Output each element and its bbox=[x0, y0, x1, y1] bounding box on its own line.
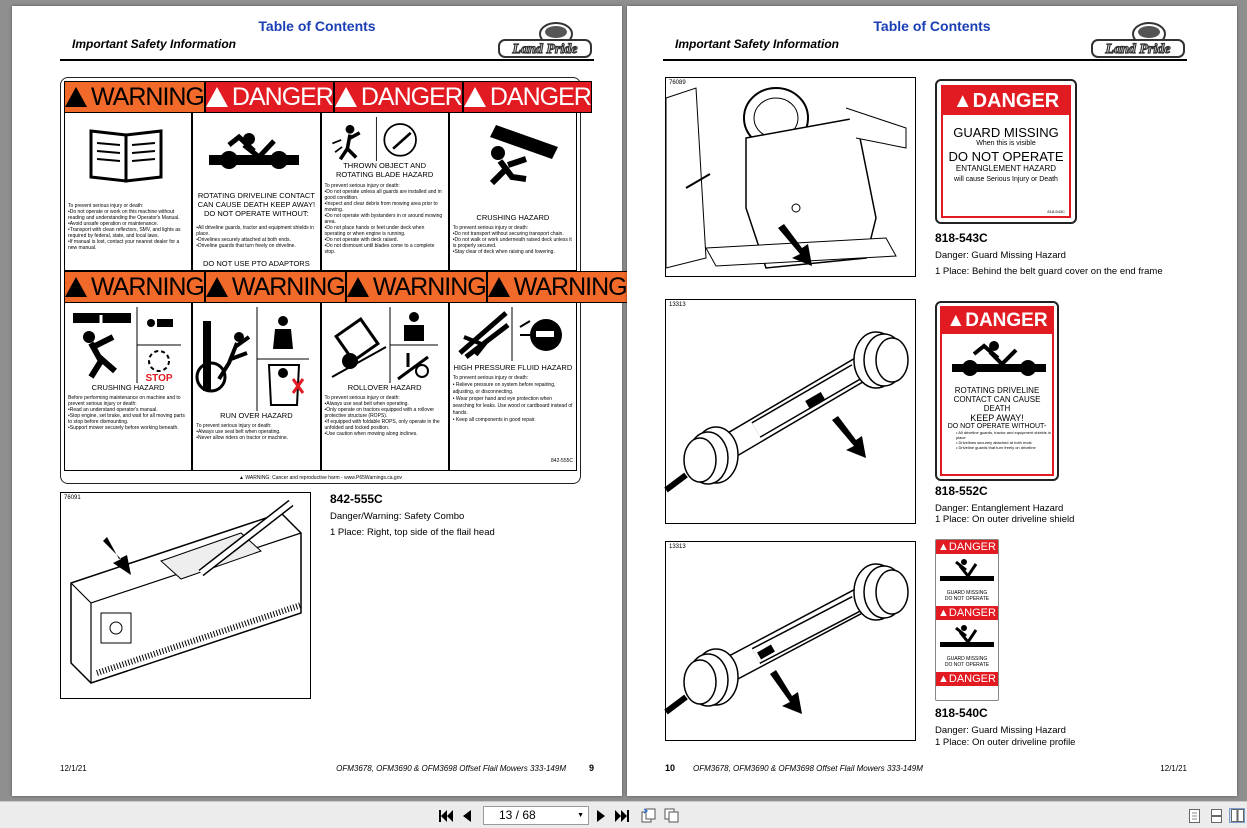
warning-triangle-icon bbox=[206, 277, 228, 297]
flail-mower-illustration bbox=[61, 493, 312, 700]
warning-triangle-icon bbox=[65, 87, 87, 107]
figure-flail-head bbox=[60, 492, 311, 699]
page-number-input[interactable]: 13 / 68 ▼ bbox=[483, 806, 589, 825]
fluid-text: To prevent serious injury or death: • Relieve pressure on system before repairing, adjusting, or disconnecting. • Wear proper hand and eye protection when searching for leaks. Use wood or cardboard instead of hands. • Keep all components in good repair. bbox=[452, 375, 573, 423]
rotate-icon[interactable] bbox=[640, 808, 656, 823]
footer-title: OFM3678, OFM3690 & OFM3698 Offset Flail Mowers 333-149M bbox=[693, 764, 923, 773]
toc-link[interactable]: Table of Contents bbox=[258, 18, 376, 34]
fluid-title: HIGH PRESSURE FLUID HAZARD bbox=[453, 363, 573, 372]
driveline-text: •All driveline guards, tractor and equipment shields in place. •Drivelines securely attached at both ends. •Driveline guards that turn freely on driveline. bbox=[196, 225, 314, 249]
part-number: 842-555C bbox=[330, 492, 383, 506]
rollover-icon bbox=[328, 307, 438, 383]
warning-header: WARNING bbox=[487, 271, 628, 303]
warning-header: WARNING bbox=[64, 81, 205, 113]
footer-date: 12/1/21 bbox=[60, 764, 87, 773]
warning-triangle-icon bbox=[464, 87, 486, 107]
part-description: Danger: Entanglement Hazard bbox=[935, 503, 1064, 514]
page-9 bbox=[12, 6, 627, 796]
pdf-toolbar bbox=[0, 801, 1247, 828]
chevron-down-icon[interactable]: ▼ bbox=[577, 812, 584, 819]
page-10 bbox=[627, 6, 1237, 796]
single-page-icon[interactable] bbox=[1187, 808, 1201, 823]
driveline-cell bbox=[192, 113, 320, 271]
part-placement: 1 Place: Right, top side of the flail head bbox=[330, 527, 495, 538]
header-rule bbox=[60, 59, 594, 61]
warning-header: WARNING bbox=[64, 271, 205, 303]
page-header bbox=[12, 6, 622, 62]
rollover-title: ROLLOVER HAZARD bbox=[347, 383, 422, 392]
high-pressure-fluid-icon bbox=[456, 307, 566, 361]
part-description: Danger/Warning: Safety Combo bbox=[330, 511, 465, 522]
danger-header: DANGER bbox=[463, 81, 592, 113]
decal-header: ▲DANGER bbox=[936, 606, 998, 620]
warning-triangle-icon bbox=[347, 277, 369, 297]
part-number: 818-540C bbox=[935, 706, 988, 720]
next-page-icon[interactable] bbox=[594, 808, 608, 823]
driveline-entanglement-icon bbox=[942, 334, 1056, 386]
decal-818-543c: ▲DANGER GUARD MISSING When this is visible DO NOT OPERATE ENTANGLEMENT HAZARD will cause Serious Injury or Death 818-543C bbox=[935, 79, 1077, 224]
danger-header: DANGER bbox=[334, 81, 463, 113]
combo-decal-code: 842-555C bbox=[551, 458, 573, 464]
part-description: Danger: Guard Missing Hazard bbox=[935, 725, 1066, 736]
manual-text: To prevent serious injury or death: •Do not operate or work on this machine without reading and understanding the Operator's Manual. •Avoid unsafe operation or maintenance. •Transport with clean reflectors, SMV, and lights as required by federal, state, and local laws. •If manual is lost, contact your nearest dealer for a new manual. bbox=[68, 203, 181, 251]
page-header bbox=[627, 6, 1237, 62]
belt-guard-illustration bbox=[666, 78, 917, 278]
part-description: Danger: Guard Missing Hazard bbox=[935, 250, 1066, 261]
page-number: 9 bbox=[588, 763, 594, 773]
figure-driveline-profile bbox=[665, 541, 916, 741]
safety-combo-decal bbox=[60, 77, 627, 484]
thrown-object-cell bbox=[321, 113, 449, 271]
rollover-cell bbox=[321, 303, 449, 471]
crushing-person-icon bbox=[456, 117, 566, 187]
driveline-entanglement-icon bbox=[936, 620, 998, 656]
part-number: 818-552C bbox=[935, 484, 988, 498]
crushing-maintenance-icon bbox=[71, 307, 181, 383]
figure-belt-guard bbox=[665, 77, 916, 277]
svg-text:STOP: STOP bbox=[145, 373, 173, 384]
figure-number: 76091 bbox=[64, 495, 81, 501]
manual-cell bbox=[64, 113, 192, 271]
land-pride-logo-icon bbox=[496, 20, 594, 60]
land-pride-logo-icon bbox=[1089, 20, 1187, 60]
copy-icon[interactable] bbox=[663, 808, 679, 823]
thrown-object-icon bbox=[328, 117, 425, 161]
header-rule bbox=[663, 59, 1187, 61]
first-page-icon[interactable] bbox=[438, 808, 454, 823]
decal-header: ▲DANGER bbox=[936, 672, 998, 686]
section-title: Important Safety Information bbox=[675, 37, 840, 51]
two-page-icon[interactable] bbox=[1229, 808, 1245, 823]
danger-header: DANGER bbox=[205, 81, 334, 113]
page-number: 10 bbox=[665, 763, 676, 773]
driveline-entanglement-icon bbox=[199, 117, 309, 187]
driveline-footer: DO NOT USE PTO ADAPTORS bbox=[203, 259, 310, 268]
crushing2-title: CRUSHING HAZARD bbox=[91, 383, 165, 392]
part-placement: 1 Place: Behind the belt guard cover on the end frame bbox=[935, 266, 1163, 277]
crushing-cell bbox=[449, 113, 577, 271]
runover-cell bbox=[192, 303, 320, 471]
crushing1-text: To prevent serious injury or death: •Do not transport without securing transport chain. •Do not walk or work underneath raised deck unless it is properly secured. •Stay clear of deck when raising and lowering. bbox=[452, 225, 572, 255]
prop65-warning: ▲ WARNING: Cancer and reproductive harm - www.P65Warnings.ca.gov bbox=[239, 475, 402, 481]
warning-triangle-icon bbox=[335, 87, 357, 107]
decal-818-540c: ▲DANGER GUARD MISSING DO NOT OPERATE ▲DANGER GUARD MISSING DO NOT OPERATE ▲DANGER bbox=[935, 539, 999, 701]
maintenance-cell bbox=[64, 303, 192, 471]
prev-page-icon[interactable] bbox=[460, 808, 474, 823]
figure-number: 13313 bbox=[669, 544, 686, 550]
figure-number: 76089 bbox=[669, 80, 686, 86]
continuous-icon[interactable] bbox=[1209, 808, 1223, 823]
crushing1-title: CRUSHING HAZARD bbox=[476, 213, 550, 222]
toc-link[interactable]: Table of Contents bbox=[873, 18, 991, 34]
crushing2-text: Before performing maintenance on machine and to prevent serious injury or death: •Read an understand operator's manual. •Stop engine, set brake, and wait for all moving parts to stop before dismounting. •Support mower securely before working beneath. bbox=[68, 395, 185, 431]
manual-book-icon bbox=[71, 117, 181, 187]
part-placement: 1 Place: On outer driveline profile bbox=[935, 737, 1076, 748]
driveline-illustration bbox=[666, 300, 917, 525]
driveline-title: ROTATING DRIVELINE CONTACT CAN CAUSE DEATH KEEP AWAY! DO NOT OPERATE WITHOUT: bbox=[197, 191, 316, 218]
part-placement: 1 Place: On outer driveline shield bbox=[935, 514, 1075, 525]
last-page-icon[interactable] bbox=[614, 808, 630, 823]
decal-818-552c: ▲DANGER ROTATING DRIVELINE CONTACT CAN CAUSE DEATH KEEP AWAY! DO NOT OPERATE WITHOUT- • All driveline guards, tractor and equipment shields in place • Drivelines securely attached at both ends • Driveline guards that turn freely on driveline bbox=[935, 301, 1059, 481]
warning-header: WARNING bbox=[346, 271, 487, 303]
runover-icon bbox=[199, 307, 309, 411]
part-number: 818-543C bbox=[935, 231, 988, 245]
driveline-illustration bbox=[666, 542, 917, 742]
svg-text:Land Pride: Land Pride bbox=[512, 42, 578, 57]
rollover-text: To prevent serious injury or death: •Always use seat belt when operating. •Only operate on tractors equipped with a rollover protective structure (ROPS). •If equipped with foldable ROPS, only operate in the unfolded and locked position. •Use caution when mowing along inclines. bbox=[324, 395, 440, 437]
driveline-entanglement-icon bbox=[936, 554, 998, 590]
thrown-title: THROWN OBJECT AND ROTATING BLADE HAZARD bbox=[336, 161, 434, 179]
decal-header: ▲DANGER bbox=[936, 540, 998, 554]
footer-title: OFM3678, OFM3690 & OFM3698 Offset Flail Mowers 333-149M bbox=[336, 764, 566, 773]
figure-driveline-shield bbox=[665, 299, 916, 524]
decal-header: ▲DANGER bbox=[942, 308, 1052, 334]
decal-header: ▲DANGER bbox=[943, 87, 1069, 115]
thrown-text: To prevent serious injury or death: •Do not operate unless all guards are installed and in good condition. •Inspect and clear debris from mowing area prior to mowing. •Do not operate with bystanders in or around mowing area. •Do not place hands or feet under deck when operating or when engine is running. •Do not operate with deck raised. •Do not dismount until blades come to a complete stop. bbox=[324, 183, 443, 255]
warning-triangle-icon bbox=[65, 277, 87, 297]
runover-text: To prevent serious injury or death: •Always use seat belt when operating. •Never allow riders on tractor or machine. bbox=[196, 423, 289, 441]
footer-date: 12/1/21 bbox=[1160, 764, 1187, 773]
section-title: Important Safety Information bbox=[72, 37, 237, 51]
figure-number: 13313 bbox=[669, 302, 686, 308]
warning-header: WARNING bbox=[205, 271, 346, 303]
fluid-cell bbox=[449, 303, 577, 471]
warning-triangle-icon bbox=[488, 277, 510, 297]
warning-triangle-icon bbox=[206, 87, 228, 107]
svg-text:Land Pride: Land Pride bbox=[1105, 42, 1171, 57]
runover-title: RUN OVER HAZARD bbox=[220, 411, 293, 420]
